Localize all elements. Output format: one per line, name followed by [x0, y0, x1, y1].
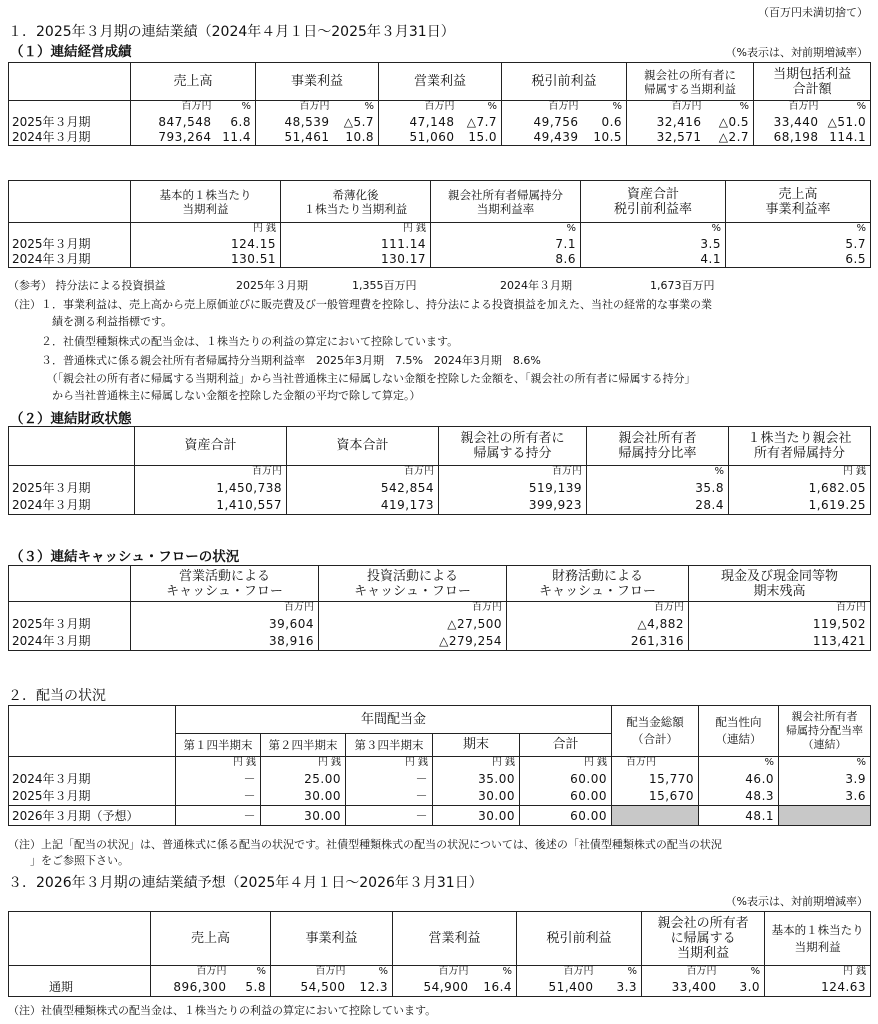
- cell: －: [176, 788, 261, 806]
- header-pretax-roa: 資産合計 税引前利益率: [581, 181, 726, 223]
- ref-value2: 1,673百万円: [650, 279, 715, 292]
- unit: 円 銭: [281, 223, 431, 236]
- cell: 10.5: [583, 130, 627, 146]
- header-diluted-eps: 希薄化後 １株当たり当期利益: [281, 181, 431, 223]
- unit: %: [231, 966, 271, 979]
- unit-note: （百万円未満切捨て）: [758, 6, 868, 19]
- cell: 32,416: [627, 114, 706, 130]
- cell: 60.00: [520, 788, 612, 806]
- unit: %: [334, 101, 379, 114]
- unit: 百万円: [642, 966, 721, 979]
- cell: 3.6: [779, 788, 871, 806]
- cell: 28.4: [587, 497, 729, 515]
- header-business-margin: 売上高 事業利益率: [726, 181, 871, 223]
- header-total: 合計: [520, 734, 612, 757]
- unit: 百万円: [256, 101, 334, 114]
- table-row: [9, 633, 871, 651]
- header-profit-owners: 親会社の所有者に 帰属する当期利益: [627, 63, 754, 101]
- table-row: [9, 770, 871, 788]
- header-payout-ratio: 配当性向 （連結）: [699, 706, 779, 757]
- sub1-title: （１）連結経営成績: [10, 44, 132, 60]
- cell: 542,854: [287, 479, 439, 497]
- header-q3: 第３四半期末: [346, 734, 433, 757]
- unit: %: [587, 466, 729, 479]
- s3-pct-note: （%表示は、対前期増減率）: [725, 895, 868, 908]
- unit: 円 銭: [729, 466, 871, 479]
- cell: 419,173: [287, 497, 439, 515]
- row-label: 2025年３月期: [9, 788, 176, 806]
- row-label: 2025年３月期: [9, 236, 131, 252]
- header-pretax-profit: 税引前利益: [502, 63, 627, 101]
- cell: －: [176, 770, 261, 788]
- unit: 百万円: [627, 101, 706, 114]
- cell: 12.3: [350, 979, 393, 997]
- unit: 円 銭: [346, 757, 433, 770]
- unit: %: [699, 757, 779, 770]
- unit: %: [431, 223, 581, 236]
- cell: △7.7: [459, 114, 502, 130]
- cell: 111.14: [281, 236, 431, 252]
- cell: △2.7: [706, 130, 754, 146]
- note-line: 績を測る利益指標です。: [8, 315, 173, 328]
- row-label: 2024年３月期: [9, 497, 135, 515]
- cell: △27,500: [319, 615, 507, 633]
- table-row: [9, 806, 871, 826]
- cell: 3.0: [721, 979, 765, 997]
- section1-title: １．2025年３月期の連結業績（2024年４月１日～2025年３月31日）: [8, 24, 455, 40]
- row-label: 2024年３月期: [9, 633, 131, 651]
- cell: 847,548: [131, 114, 216, 130]
- row-label: 通期: [9, 979, 151, 997]
- table-row: [9, 130, 871, 146]
- row-label: 2025年３月期: [9, 479, 135, 497]
- cell: 130.51: [131, 252, 281, 268]
- cell: －: [176, 806, 261, 826]
- cell: △4,882: [507, 615, 689, 633]
- cell: 119,502: [689, 615, 871, 633]
- header-total-assets: 資産合計: [135, 427, 287, 466]
- header-dividend-total: 配当金総額 （合計）: [612, 706, 699, 757]
- cell: 30.00: [261, 788, 346, 806]
- header-operating-cf: 営業活動による キャッシュ・フロー: [131, 566, 319, 602]
- cell: 1,682.05: [729, 479, 871, 497]
- table-row: [9, 497, 871, 515]
- cell: △279,254: [319, 633, 507, 651]
- table-row: [9, 479, 871, 497]
- cell: 51,400: [517, 979, 598, 997]
- unit: %: [473, 966, 517, 979]
- dividend-table: [8, 705, 871, 826]
- cell: 11.4: [216, 130, 256, 146]
- cell: 30.00: [433, 806, 520, 826]
- sub1-pct-note: （%表示は、対前期増減率）: [725, 46, 868, 59]
- cell: 38,916: [131, 633, 319, 651]
- cell: 49,756: [502, 114, 583, 130]
- cell: 124.63: [765, 979, 871, 997]
- cell: 48.1: [699, 806, 779, 826]
- cell: △51.0: [823, 114, 871, 130]
- cell: 16.4: [473, 979, 517, 997]
- unit: 百万円: [393, 966, 473, 979]
- per-share-table: [8, 180, 871, 268]
- cell: 10.8: [334, 130, 379, 146]
- cell: 51,060: [379, 130, 459, 146]
- unit: %: [459, 101, 502, 114]
- section2-title: ２．配当の状況: [8, 688, 106, 704]
- unit: 百万円: [319, 602, 507, 615]
- cell: 51,461: [256, 130, 334, 146]
- unit: %: [216, 101, 256, 114]
- header-business-profit: 事業利益: [271, 912, 393, 966]
- unit: %: [726, 223, 871, 236]
- financial-position-table: [8, 426, 871, 515]
- unit: 百万円: [507, 602, 689, 615]
- cell: 54,500: [271, 979, 350, 997]
- cell: 15,670: [612, 788, 699, 806]
- header-sales: 売上高: [151, 912, 271, 966]
- sub2-title: （２）連結財政状態: [10, 411, 132, 427]
- unit: %: [823, 101, 871, 114]
- unit: 百万円: [287, 466, 439, 479]
- note-line: （注）１．事業利益は、売上高から売上原価並びに販売費及び一般管理費を控除し、持分法による投資損益を加えた、当社の経常的な事業の業: [8, 298, 712, 311]
- unit: 円 銭: [520, 757, 612, 770]
- cell: 1,410,557: [135, 497, 287, 515]
- cell: 1,619.25: [729, 497, 871, 515]
- header-operating-profit: 営業利益: [393, 912, 517, 966]
- row-label: 2025年３月期: [9, 114, 131, 130]
- table-row: [9, 252, 871, 268]
- cell: 896,300: [151, 979, 231, 997]
- note-line: （「親会社の所有者に帰属する当期利益」から当社普通株主に帰属しない金額を控除した金額を、「親会社の所有者に帰属する持分」: [8, 372, 696, 385]
- header-financing-cf: 財務活動による キャッシュ・フロー: [507, 566, 689, 602]
- ref-text: 持分法による投資損益: [55, 279, 166, 292]
- row-label: 2024年３月期: [9, 130, 131, 146]
- unit: 百万円: [271, 966, 350, 979]
- cell: 25.00: [261, 770, 346, 788]
- cell: 35.00: [433, 770, 520, 788]
- cell: 519,139: [439, 479, 587, 497]
- ref-label: （参考）: [8, 279, 52, 292]
- cell: 0.6: [583, 114, 627, 130]
- cell: 8.6: [431, 252, 581, 268]
- forecast-note: （注）社債型種類株式の配当金は、１株当たりの利益の算定において控除しています。: [8, 1004, 437, 1017]
- header-basic-eps: 基本的１株当たり 当期利益: [765, 912, 871, 966]
- header-business-profit: 事業利益: [256, 63, 379, 101]
- unit: 百万円: [502, 101, 583, 114]
- row-label: 2024年３月期: [9, 770, 176, 788]
- unit: %: [583, 101, 627, 114]
- ref-period1: 2025年３月期: [236, 279, 308, 292]
- header-year-end: 期末: [433, 734, 520, 757]
- unit: %: [598, 966, 642, 979]
- cell-shaded: [779, 806, 871, 826]
- cell: 15.0: [459, 130, 502, 146]
- cell: 48.3: [699, 788, 779, 806]
- row-label: 2025年３月期: [9, 615, 131, 633]
- ref-period2: 2024年３月期: [500, 279, 572, 292]
- cell-shaded: [612, 806, 699, 826]
- dividend-note: （注）上記「配当の状況」は、普通株式に係る配当の状況です。社債型種類株式の配当の状況については、後述の「社債型種類株式の配当の状況: [8, 838, 722, 851]
- header-investing-cf: 投資活動による キャッシュ・フロー: [319, 566, 507, 602]
- cell: 30.00: [433, 788, 520, 806]
- unit: 百万円: [379, 101, 459, 114]
- cell: 3.9: [779, 770, 871, 788]
- cell: 47,148: [379, 114, 459, 130]
- ref-value1: 1,355百万円: [352, 279, 417, 292]
- table-row: [9, 788, 871, 806]
- cell: 32,571: [627, 130, 706, 146]
- cell: 261,316: [507, 633, 689, 651]
- unit: 円 銭: [176, 757, 261, 770]
- cell: －: [346, 806, 433, 826]
- header-sales: 売上高: [131, 63, 256, 101]
- header-roe: 親会社所有者帰属持分 当期利益率: [431, 181, 581, 223]
- cell: 793,264: [131, 130, 216, 146]
- note-line: から当社普通株主に帰属しない金額を控除した金額の平均で除して算定。）: [8, 389, 421, 402]
- cell: 60.00: [520, 806, 612, 826]
- header-cash-end: 現金及び現金同等物 期末残高: [689, 566, 871, 602]
- cell: 48,539: [256, 114, 334, 130]
- header-basic-eps: 基本的１株当たり 当期利益: [131, 181, 281, 223]
- cell: 1,450,738: [135, 479, 287, 497]
- cell: 124.15: [131, 236, 281, 252]
- header-total-equity: 資本合計: [287, 427, 439, 466]
- row-label: 2026年３月期（予想）: [9, 806, 176, 826]
- cell: 3.5: [581, 236, 726, 252]
- cell: 114.1: [823, 130, 871, 146]
- cell: △5.7: [334, 114, 379, 130]
- unit: %: [779, 757, 871, 770]
- cell: 4.1: [581, 252, 726, 268]
- unit: %: [350, 966, 393, 979]
- unit: %: [721, 966, 765, 979]
- cell: 35.8: [587, 479, 729, 497]
- cell: 15,770: [612, 770, 699, 788]
- cell: －: [346, 788, 433, 806]
- table-row: [9, 615, 871, 633]
- operating-results-table: [8, 62, 871, 146]
- cell: 60.00: [520, 770, 612, 788]
- header-doe: 親会社所有者 帰属持分配当率 （連結）: [779, 706, 871, 757]
- cell: 7.1: [431, 236, 581, 252]
- cell: 49,439: [502, 130, 583, 146]
- unit: 円 銭: [433, 757, 520, 770]
- cell: 54,900: [393, 979, 473, 997]
- unit: 百万円: [131, 602, 319, 615]
- unit: %: [706, 101, 754, 114]
- cell: 46.0: [699, 770, 779, 788]
- unit: 百万円: [151, 966, 231, 979]
- cell: －: [346, 770, 433, 788]
- dividend-note: 」をご参照下さい。: [8, 854, 129, 867]
- unit: 円 銭: [131, 223, 281, 236]
- unit: 百万円: [135, 466, 287, 479]
- cell: 6.8: [216, 114, 256, 130]
- note-line: ２．社債型種類株式の配当金は、１株当たりの利益の算定において控除しています。: [8, 335, 459, 348]
- unit: 百万円: [517, 966, 598, 979]
- cash-flow-table: [8, 565, 871, 651]
- reference-line: [8, 278, 166, 293]
- header-profit-owners: 親会社の所有者 に帰属する 当期利益: [642, 912, 765, 966]
- header-annual-dividend: 年間配当金: [176, 706, 612, 734]
- header-comprehensive-income: 当期包括利益 合計額: [754, 63, 871, 101]
- sub3-title: （３）連結キャッシュ・フローの状況: [10, 549, 240, 565]
- cell: 113,421: [689, 633, 871, 651]
- table-row: [9, 979, 871, 997]
- note-line: ３．普通株式に係る親会社所有者帰属持分当期利益率 2025年3月期 7.5% 2024年3月期 8.6%: [8, 354, 541, 367]
- header-operating-profit: 営業利益: [379, 63, 502, 101]
- unit: 百万円: [754, 101, 823, 114]
- unit: 百万円: [439, 466, 587, 479]
- cell: 6.5: [726, 252, 871, 268]
- cell: 399,923: [439, 497, 587, 515]
- unit: %: [581, 223, 726, 236]
- cell: 30.00: [261, 806, 346, 826]
- header-owners-equity: 親会社の所有者に 帰属する持分: [439, 427, 587, 466]
- cell: 33,440: [754, 114, 823, 130]
- header-q2: 第２四半期末: [261, 734, 346, 757]
- unit: 円 銭: [261, 757, 346, 770]
- cell: 130.17: [281, 252, 431, 268]
- unit: 円 銭: [765, 966, 871, 979]
- row-label: 2024年３月期: [9, 252, 131, 268]
- cell: 3.3: [598, 979, 642, 997]
- header-pretax-profit: 税引前利益: [517, 912, 642, 966]
- unit: 百万円: [131, 101, 216, 114]
- cell: 5.8: [231, 979, 271, 997]
- cell: 33,400: [642, 979, 721, 997]
- unit: 百万円: [689, 602, 871, 615]
- forecast-table: [8, 911, 871, 997]
- unit: 百万円: [612, 757, 699, 770]
- header-q1: 第１四半期末: [176, 734, 261, 757]
- header-bps: １株当たり親会社 所有者帰属持分: [729, 427, 871, 466]
- table-row: [9, 236, 871, 252]
- header-equity-ratio: 親会社所有者 帰属持分比率: [587, 427, 729, 466]
- cell: △0.5: [706, 114, 754, 130]
- section3-title: ３．2026年３月期の連結業績予想（2025年４月１日～2026年３月31日）: [8, 875, 483, 891]
- cell: 39,604: [131, 615, 319, 633]
- table-row: [9, 114, 871, 130]
- cell: 68,198: [754, 130, 823, 146]
- cell: 5.7: [726, 236, 871, 252]
